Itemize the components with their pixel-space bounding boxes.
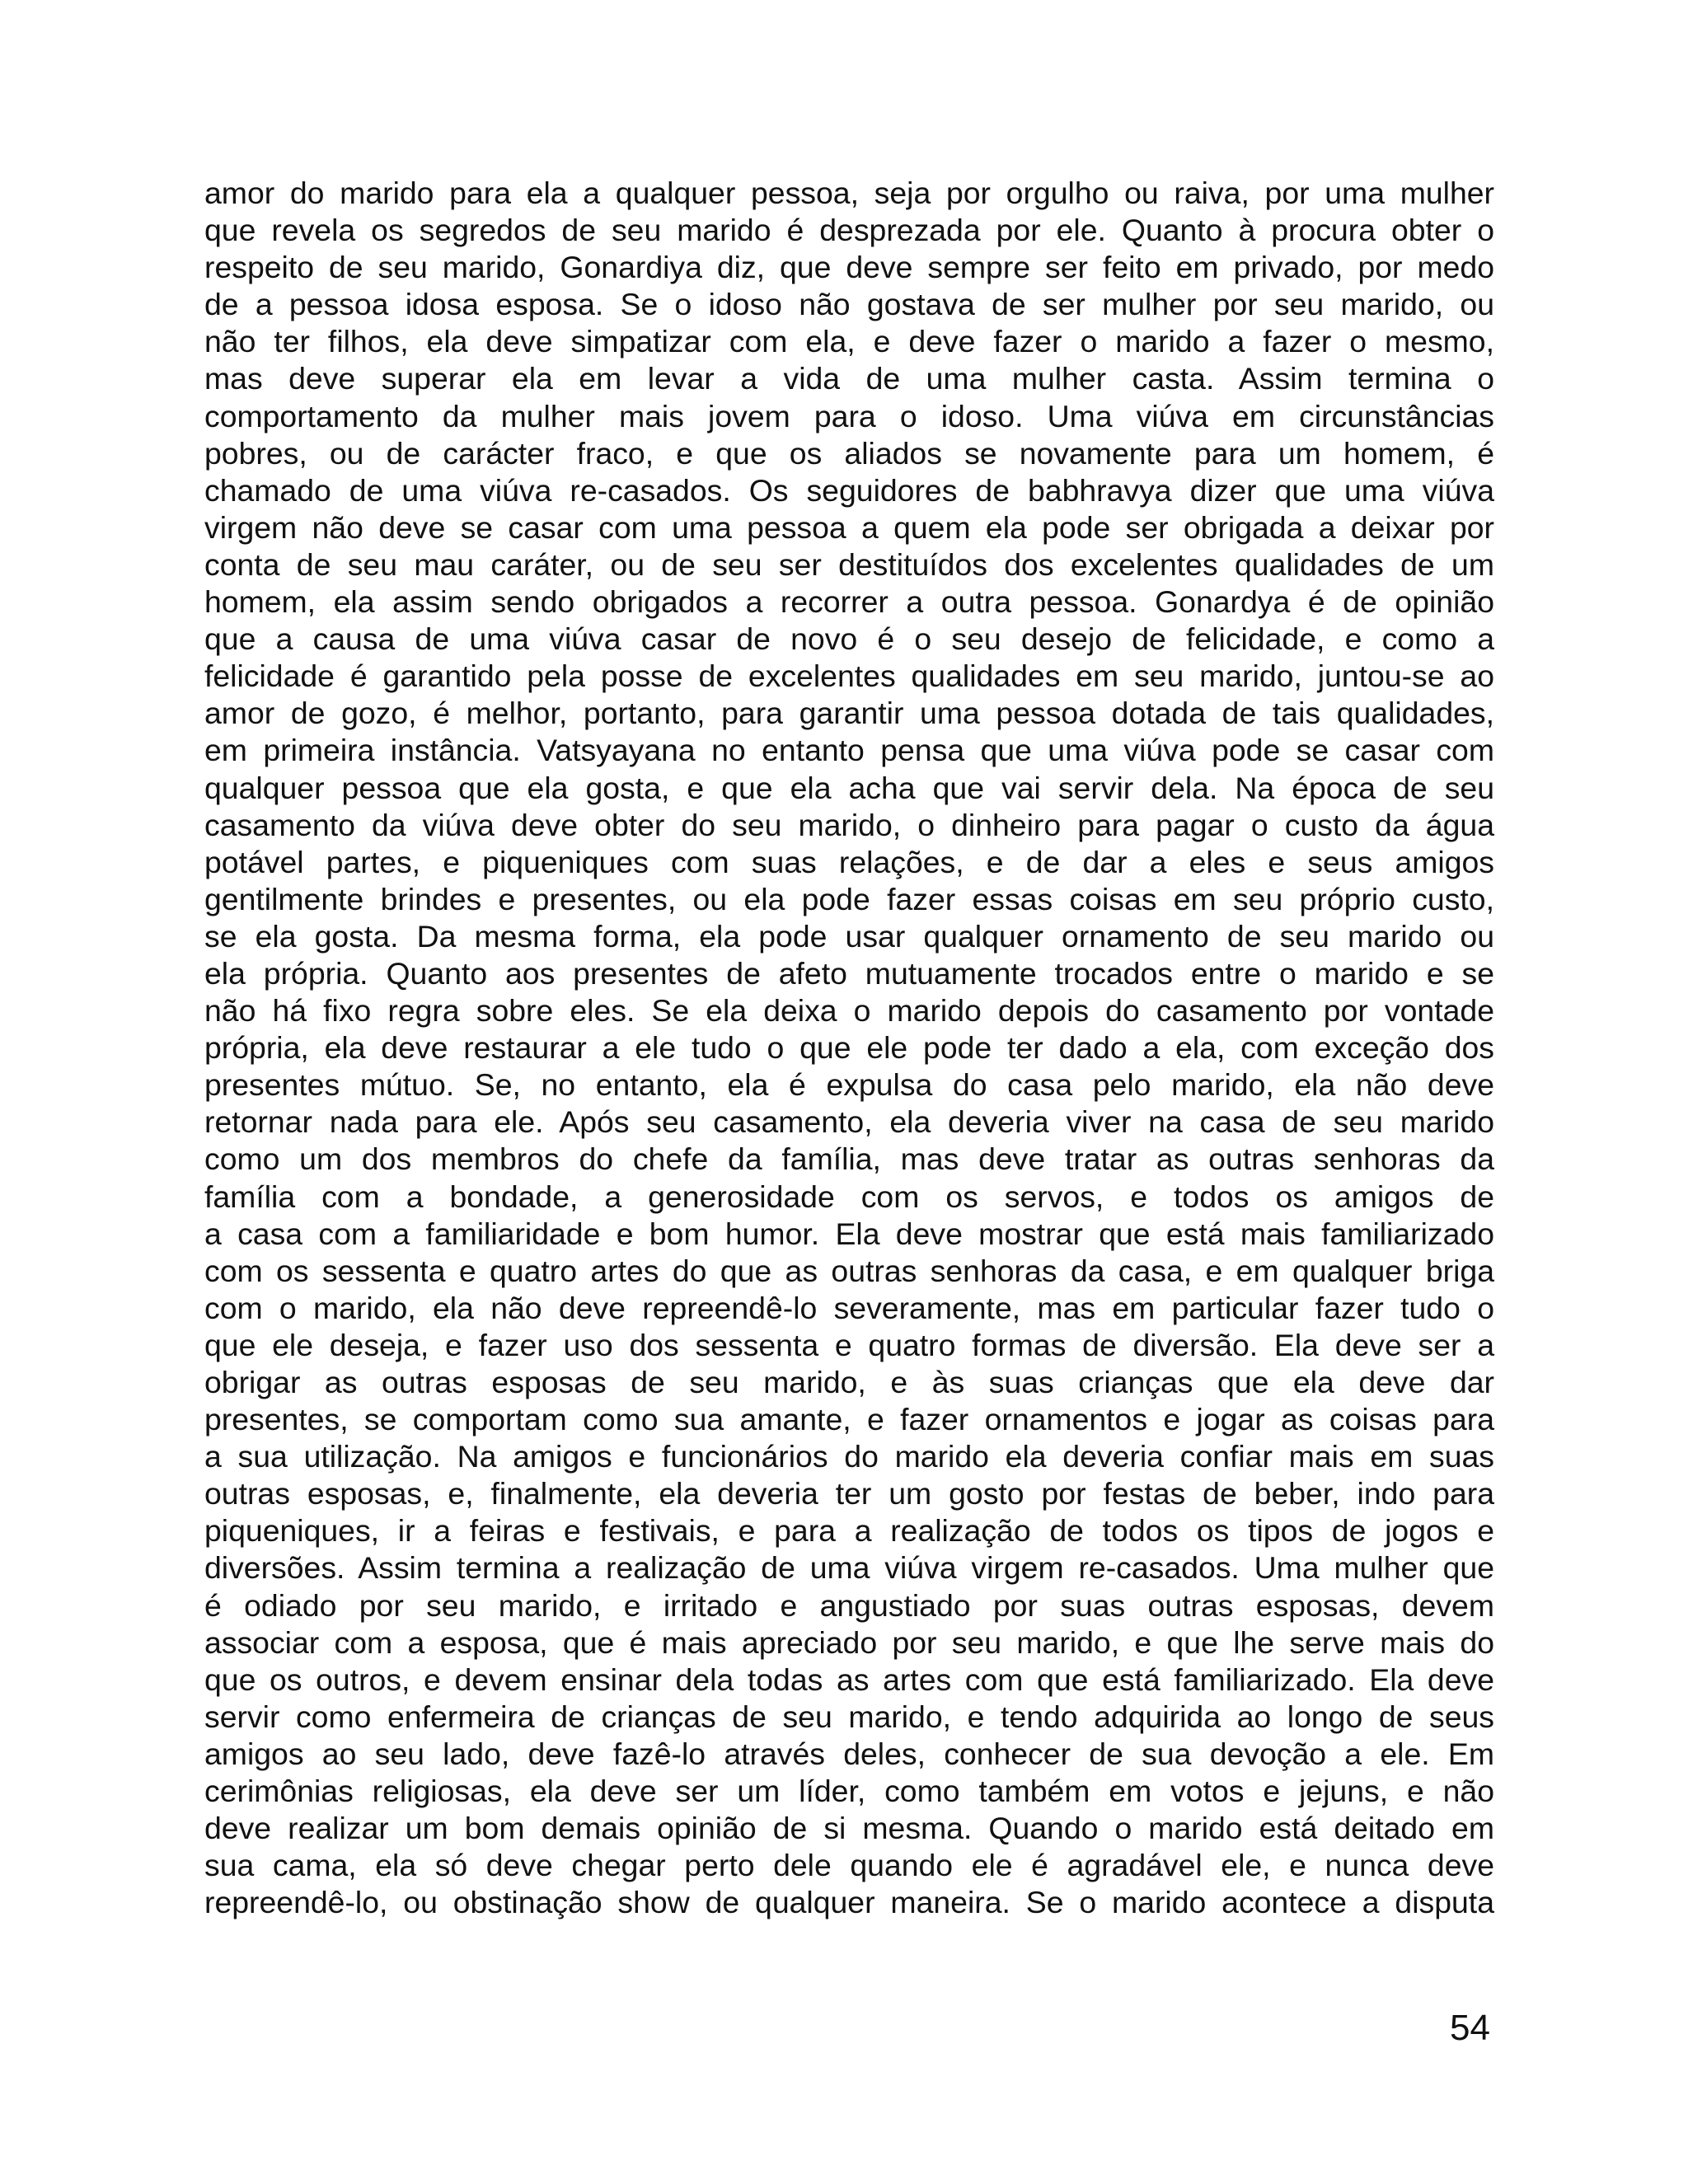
text-line: que os outros, e devem ensinar dela todas as artes com que está familiarizado. Ela deve (204, 1661, 1494, 1697)
text-line: com os sessenta e quatro artes do que as outras senhoras da casa, e em qualquer briga (204, 1253, 1494, 1288)
text-line: amor do marido para ela a qualquer pessoa, seja por orgulho ou raiva, por uma mulher (204, 176, 1494, 210)
text-line: ela própria. Quanto aos presentes de afeto mutuamente trocados entre o marido e se (204, 955, 1494, 991)
text-line: presentes mútuo. Se, no entanto, ela é expulsa do casa pelo marido, ela não deve (204, 1067, 1494, 1103)
text-line: é odiado por seu marido, e irritado e angustiado por suas outras esposas, devem (204, 1587, 1494, 1623)
text-line: sua cama, ela só deve chegar perto dele quando ele é agradável ele, e nunca deve (204, 1848, 1494, 1883)
text-line: homem, ela assim sendo obrigados a recorrer a outra pessoa. Gonardya é de opinião (204, 584, 1494, 620)
text-line: se ela gosta. Da mesma forma, ela pode usar qualquer ornamento de seu marido ou (204, 918, 1494, 954)
text-line: amor de gozo, é melhor, portanto, para garantir uma pessoa dotada de tais qualidades, (204, 696, 1494, 731)
text-line: comportamento da mulher mais jovem para o idoso. Uma viúva em circunstâncias (204, 398, 1494, 434)
text-line: que a causa de uma viúva casar de novo é o seu desejo de felicidade, e como a (204, 621, 1494, 657)
text-line: servir como enfermeira de crianças de seu marido, e tendo adquirida ao longo de seus (204, 1699, 1494, 1734)
text-line: piqueniques, ir a feiras e festivais, e para a realização de todos os tipos de jogos e (204, 1513, 1494, 1549)
text-line: repreendê-lo, ou obstinação show de qualquer maneira. Se o marido acontece a disputa (204, 1885, 1494, 1920)
text-line: que revela os segredos de seu marido é desprezada por ele. Quanto à procura obter o (204, 213, 1494, 248)
text-line: mas deve superar ela em levar a vida de uma mulher casta. Assim termina o (204, 361, 1494, 396)
text-line: obrigar as outras esposas de seu marido, e às suas crianças que ela deve dar (204, 1365, 1494, 1399)
text-line: em primeira instância. Vatsyayana no entanto pensa que uma viúva pode se casar com (204, 733, 1494, 768)
text-line: presentes, se comportam como sua amante, e fazer ornamentos e jogar as coisas para (204, 1402, 1494, 1437)
text-line: família com a bondade, a generosidade com os servos, e todos os amigos de (204, 1179, 1494, 1214)
text-line: amigos ao seu lado, deve fazê-lo através deles, conhecer de sua devoção a ele. Em (204, 1736, 1494, 1771)
text-line: diversões. Assim termina a realização de uma viúva virgem re-casados. Uma mulher que (204, 1550, 1494, 1586)
text-line: outras esposas, e, finalmente, ela deveria ter um gosto por festas de beber, indo para (204, 1476, 1494, 1511)
text-line: deve realizar um bom demais opinião de si mesma. Quando o marido está deitado em (204, 1811, 1494, 1846)
text-line: com o marido, ela não deve repreendê-lo severamente, mas em particular fazer tudo o (204, 1290, 1494, 1325)
text-line: associar com a esposa, que é mais apreciado por seu marido, e que lhe serve mais do (204, 1624, 1494, 1660)
text-line: de a pessoa idosa esposa. Se o idoso não gostava de ser mulher por seu marido, ou (204, 287, 1494, 322)
text-line: que ele deseja, e fazer uso dos sessenta e quatro formas de diversão. Ela deve ser a (204, 1327, 1494, 1362)
text-line: cerimônias religiosas, ela deve ser um líder, como também em votos e jejuns, e não (204, 1774, 1494, 1809)
text-line: virgem não deve se casar com uma pessoa a quem ela pode ser obrigada a deixar por (204, 509, 1494, 545)
text-line: qualquer pessoa que ela gosta, e que ela acha que vai servir dela. Na época de seu (204, 770, 1494, 805)
text-line: própria, ela deve restaurar a ele tudo o que ele pode ter dado a ela, com exceção dos (204, 1030, 1494, 1066)
text-line: a sua utilização. Na amigos e funcionários do marido ela deveria confiar mais em suas (204, 1439, 1494, 1474)
text-line: não ter filhos, ela deve simpatizar com ela, e deve fazer o marido a fazer o mesmo, (204, 324, 1494, 359)
body-text (204, 175, 1494, 1921)
text-line: retornar nada para ele. Após seu casamento, ela deveria viver na casa de seu marido (204, 1104, 1494, 1140)
text-line: não há fixo regra sobre eles. Se ela deixa o marido depois do casamento por vontade (204, 993, 1494, 1029)
text-line: como um dos membros do chefe da família, mas deve tratar as outras senhoras da (204, 1141, 1494, 1177)
text-line: casamento da viúva deve obter do seu marido, o dinheiro para pagar o custo da água (204, 807, 1494, 842)
text-line: felicidade é garantido pela posse de excelentes qualidades em seu marido, juntou-se ao (204, 658, 1494, 694)
text-line: gentilmente brindes e presentes, ou ela pode fazer essas coisas em seu próprio custo, (204, 881, 1494, 916)
text-line: respeito de seu marido, Gonardiya diz, que deve sempre ser feito em privado, por medo (204, 250, 1494, 285)
text-line: chamado de uma viúva re-casados. Os seguidores de babhravya dizer que uma viúva (204, 472, 1494, 508)
text-line: a casa com a familiaridade e bom humor. Ela deve mostrar que está mais familiarizado (204, 1216, 1494, 1251)
page-number: 54 (1450, 2008, 1490, 2048)
text-line: potável partes, e piqueniques com suas relações, e de dar a eles e seus amigos (204, 844, 1494, 879)
text-line: pobres, ou de carácter fraco, e que os aliados se novamente para um homem, é (204, 435, 1494, 471)
text-line: conta de seu mau caráter, ou de seu ser destituídos dos excelentes qualidades de um (204, 546, 1494, 582)
